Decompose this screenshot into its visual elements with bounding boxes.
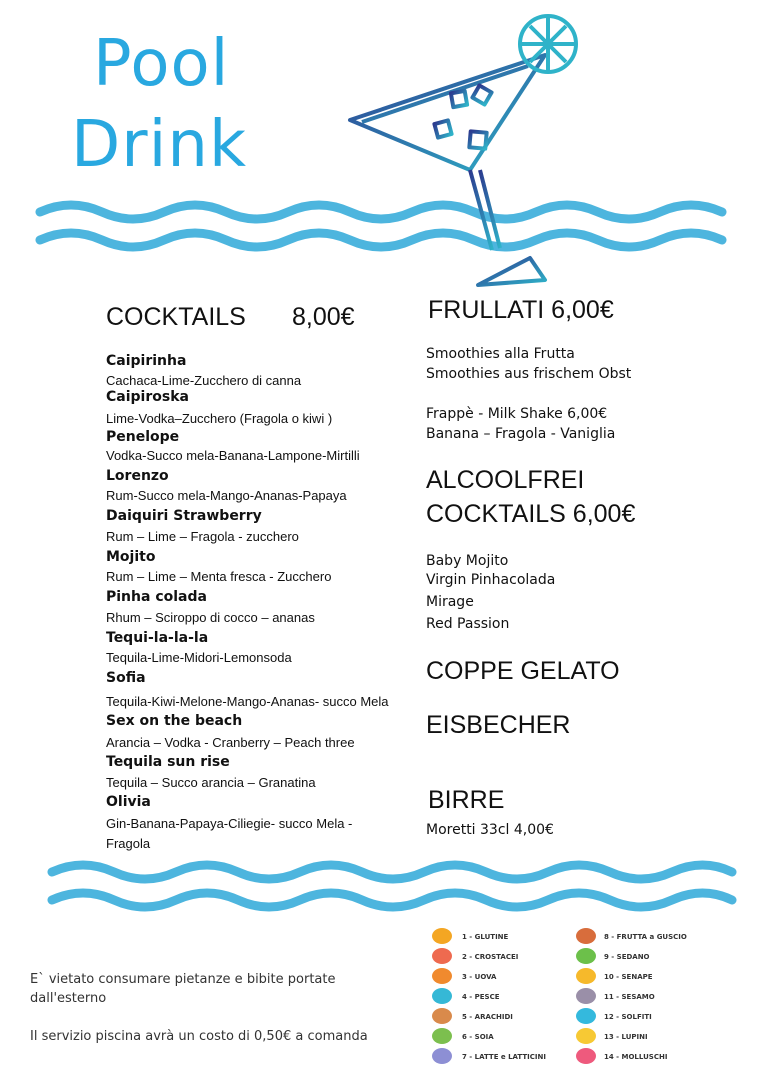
wave-top-2 (40, 233, 722, 247)
eisbecher-header: EISBECHER (426, 711, 571, 739)
glutine-icon (432, 928, 452, 944)
allergen-label: 7 - LATTE e LATTICINI (462, 1053, 546, 1061)
cocktails-price: 8,00€ (292, 303, 355, 331)
allergen-label: 13 - LUPINI (604, 1033, 648, 1041)
sedano-icon (576, 948, 596, 964)
allergen-label: 11 - SESAMO (604, 993, 655, 1001)
birre-line: Moretti 33cl 4,00€ (426, 822, 554, 838)
cocktail-desc: Gin-Banana-Papaya-Ciliegie- succo Mela - (106, 816, 353, 831)
cocktail-desc: Cachaca-Lime-Zucchero di canna (106, 373, 302, 388)
latte-icon (432, 1048, 452, 1064)
cocktail-desc: Rum – Lime – Fragola - zucchero (106, 529, 299, 544)
cocktail-desc: Tequila – Succo arancia – Granatina (106, 775, 316, 790)
allergen-label: 9 - SEDANO (604, 953, 650, 961)
allergen-label: 2 - CROSTACEI (462, 953, 519, 961)
allergen-label: 8 - FRUTTA a GUSCIO (604, 933, 687, 941)
cocktail-name: Pinha colada (106, 589, 207, 605)
allergen-label: 10 - SENAPE (604, 973, 653, 981)
cocktail-name: Caipirinha (106, 353, 187, 369)
cocktail-name: Olivia (106, 794, 151, 810)
sesamo-icon (576, 988, 596, 1004)
lupini-icon (576, 1028, 596, 1044)
cocktail-desc-cont: Fragola (106, 836, 151, 851)
pesce-icon (432, 988, 452, 1004)
soia-icon (432, 1028, 452, 1044)
alcoolfrei-item: Mirage (426, 594, 474, 610)
alcoolfrei-item: Virgin Pinhacolada (426, 572, 556, 588)
cocktail-desc: Vodka-Succo mela-Banana-Lampone-Mirtilli (106, 448, 360, 463)
coppe-gelato-header: COPPE GELATO (426, 657, 620, 685)
allergen-label: 1 - GLUTINE (462, 933, 509, 941)
cocktail-desc: Rum – Lime – Menta fresca - Zucchero (106, 569, 332, 584)
cocktail-name: Tequila sun rise (106, 754, 230, 770)
uova-icon (432, 968, 452, 984)
cocktail-desc: Tequila-Lime-Midori-Lemonsoda (106, 650, 292, 665)
cocktail-name: Mojito (106, 549, 156, 565)
allergen-label: 12 - SOLFITI (604, 1013, 652, 1021)
note-line: dall'esterno (30, 991, 107, 1006)
frullati-line: Banana – Fragola - Vaniglia (426, 426, 616, 442)
senape-icon (576, 968, 596, 984)
title-line-2: Drink (71, 108, 247, 182)
crostacei-icon (432, 948, 452, 964)
solfiti-icon (576, 1008, 596, 1024)
cocktail-name: Penelope (106, 429, 180, 445)
frullati-header: FRULLATI 6,00€ (428, 296, 614, 324)
cocktail-name: Caipiroska (106, 389, 189, 405)
cocktail-desc: Arancia – Vodka - Cranberry – Peach three (106, 735, 355, 750)
alcoolfrei-item: Red Passion (426, 616, 510, 632)
lime-slice-icon (520, 16, 576, 72)
allergen-label: 3 - UOVA (462, 973, 497, 981)
cocktail-name: Sex on the beach (106, 713, 243, 729)
birre-header: BIRRE (428, 786, 505, 814)
cocktail-name: Sofia (106, 670, 146, 686)
frullati-line: Frappè - Milk Shake 6,00€ (426, 406, 608, 422)
frullati-line: Smoothies alla Frutta (426, 346, 575, 362)
cocktail-name: Tequi-la-la-la (106, 630, 209, 646)
cocktail-desc: Rhum – Sciroppo di cocco – ananas (106, 610, 315, 625)
alcoolfrei-header: ALCOOLFREI (426, 466, 585, 494)
title-line-1: Pool (93, 27, 230, 101)
cocktail-name: Daiquiri Strawberry (106, 508, 262, 524)
cocktail-desc: Lime-Vodka–Zucchero (Fragola o kiwi ) (106, 411, 333, 426)
note-line: E` vietato consumare pietanze e bibite portate (30, 972, 336, 987)
wave-bottom-1 (52, 865, 732, 879)
wave-top-1 (40, 205, 722, 219)
allergen-label: 4 - PESCE (462, 993, 500, 1001)
frullati-line: Smoothies aus frischem Obst (426, 366, 632, 382)
cocktail-desc: Tequila-Kiwi-Melone-Mango-Ananas- succo Mela (106, 694, 389, 709)
allergen-label: 6 - SOIA (462, 1033, 494, 1041)
wave-bottom-2 (52, 893, 732, 907)
cocktail-desc: Rum-Succo mela-Mango-Ananas-Papaya (106, 488, 347, 503)
alcoolfrei-item: Baby Mojito (426, 553, 509, 569)
note-line: Il servizio piscina avrà un costo di 0,50€ a comanda (30, 1029, 368, 1044)
allergen-label: 5 - ARACHIDI (462, 1013, 513, 1021)
cocktails-header: COCKTAILS (106, 303, 246, 331)
allergen-label: 14 - MOLLUSCHI (604, 1053, 668, 1061)
frutta-guscio-icon (576, 928, 596, 944)
arachidi-icon (432, 1008, 452, 1024)
cocktail-name: Lorenzo (106, 468, 169, 484)
molluschi-icon (576, 1048, 596, 1064)
alcoolfrei-header-2: COCKTAILS 6,00€ (426, 500, 636, 528)
